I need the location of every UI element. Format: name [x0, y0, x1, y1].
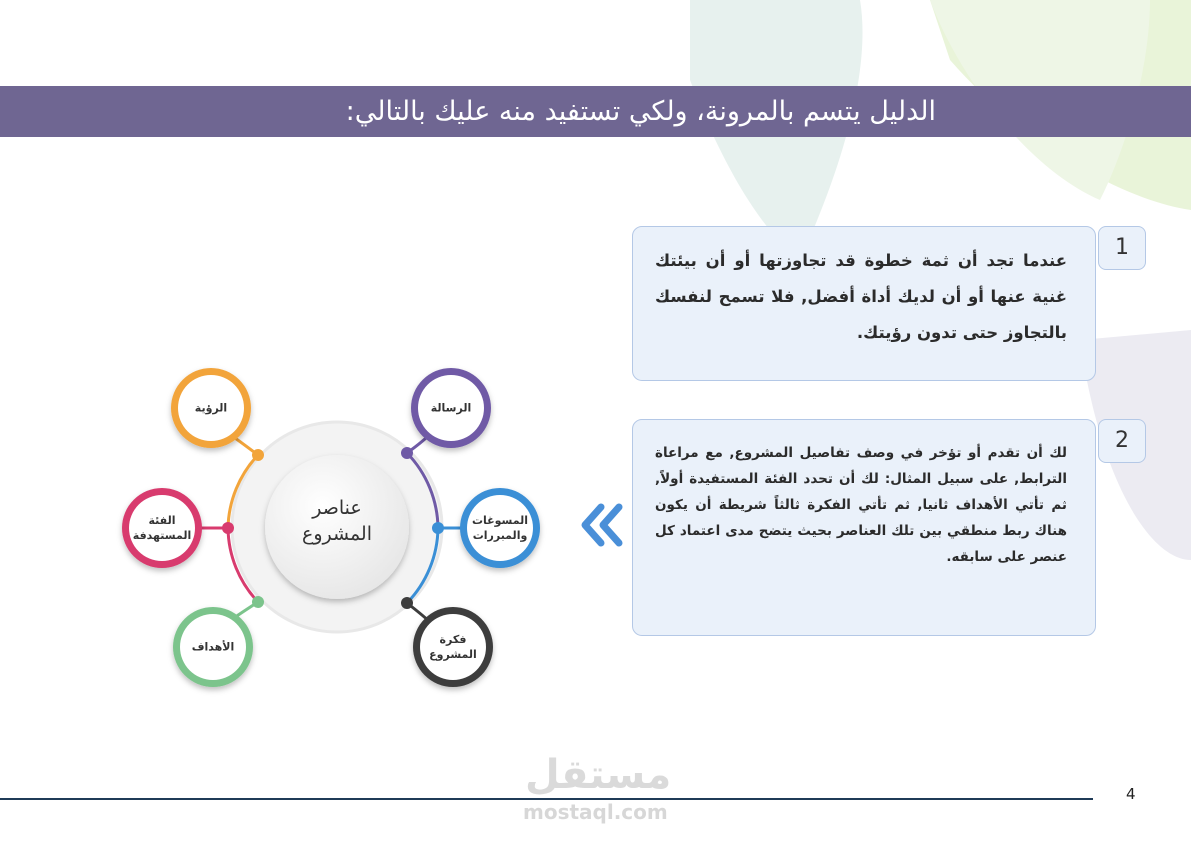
node-vision-label: الرؤية: [194, 401, 228, 415]
card-number-1: 1: [1098, 226, 1146, 270]
node-mission-label: الرسالة: [430, 401, 472, 415]
page-number: 4: [1126, 785, 1136, 803]
watermark-url: mostaql.com: [523, 800, 668, 824]
footer-divider: [0, 798, 1093, 800]
card-number-2: 2: [1098, 419, 1146, 463]
page-title: الدليل يتسم بالمرونة، ولكي تستفيد منه عليك بالتالي:: [345, 96, 936, 127]
guideline-card-2-text: لك أن تقدم أو تؤخر في وصف تفاصيل المشروع, مع مراعاة الترابط, على سبيل المثال: لك أن تحدد الفئة المستفيدة أولاً, ثم تأتي الأهداف ثانيا, ثم تأتي الفكرة ثالثاً شريطة أن يكون هناك ربط منطقي بين تلك العناصر بحيث يتضح مدى اعتماد كل عنصر على سابقه.: [655, 445, 1067, 565]
node-justifications-label: المسوغات والمبررات: [471, 514, 529, 542]
node-goals-label: الأهداف: [191, 640, 235, 654]
watermark-logo: مستقل: [525, 752, 672, 798]
node-idea-label: فكرة المشروع: [429, 633, 477, 661]
guideline-card-1-text: عندما تجد أن ثمة خطوة قد تجاوزتها أو أن بيئتك غنية عنها أو أن لديك أداة أفضل, فلا تسمح لنفسك بالتجاوز حتى تدون رؤيتك.: [655, 251, 1067, 342]
center-label: عناصر المشروع: [302, 497, 372, 545]
node-target-label: الفئة المستهدفة: [132, 514, 192, 542]
